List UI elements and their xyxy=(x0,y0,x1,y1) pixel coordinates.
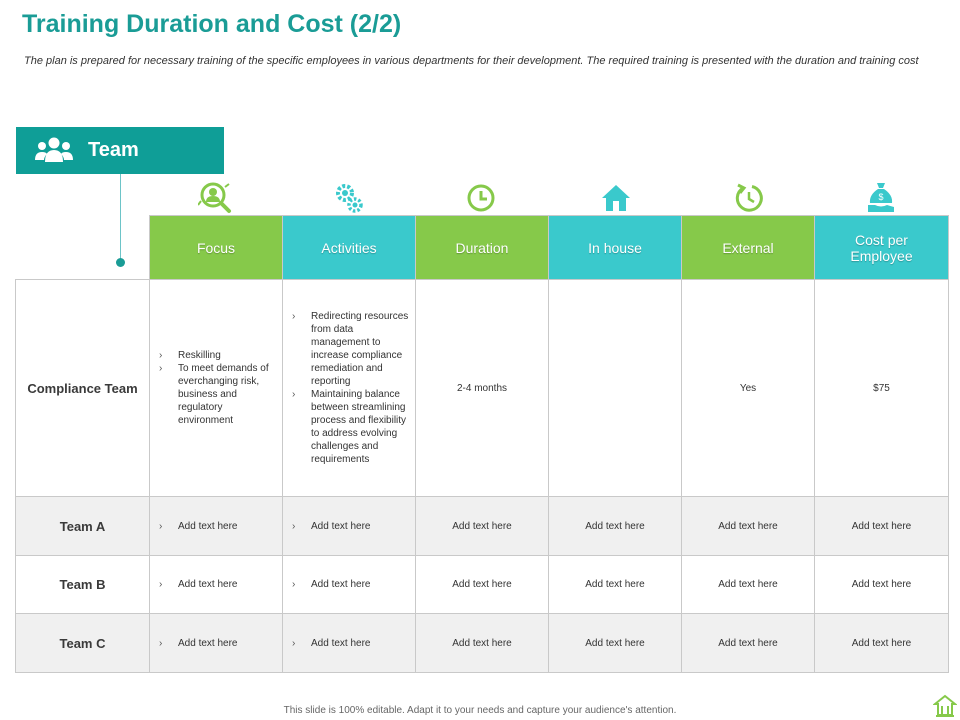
cost-cell: $75 xyxy=(815,280,949,497)
activities-bullet: › Add text here xyxy=(292,578,409,591)
cost-cell: Add text here xyxy=(815,497,949,556)
money-bag-icon xyxy=(863,180,899,216)
team-banner-label: Team xyxy=(88,139,139,161)
duration-cell: Add text here xyxy=(416,614,549,673)
activities-cell xyxy=(283,614,416,673)
cost-cell: Add text here xyxy=(815,614,949,673)
clock-icon xyxy=(463,180,499,216)
duration-cell: 2-4 months xyxy=(416,280,549,497)
cost-cell: Add text here xyxy=(815,556,949,614)
external-cell: Yes xyxy=(682,280,815,497)
footer-text: This slide is 100% editable. Adapt it to your needs and capture your audience's attention. xyxy=(283,705,677,716)
column-header-cost xyxy=(815,216,949,280)
external-cell: Add text here xyxy=(682,614,815,673)
focus-cell xyxy=(150,556,283,614)
activities-bullet: › Add text here xyxy=(292,520,409,533)
duration-cell: Add text here xyxy=(416,497,549,556)
column-header-duration: Duration xyxy=(416,216,549,280)
in-house-cell: Add text here xyxy=(549,497,682,556)
team-banner xyxy=(16,127,224,174)
duration-cell: Add text here xyxy=(416,556,549,614)
activities-bullet: › Maintaining balance between streamlining process and flexibility to address evolving challenges and requirements xyxy=(292,388,409,466)
column-header-external: External xyxy=(682,216,815,280)
row-name: Team B xyxy=(16,556,150,614)
activities-bullet: › Add text here xyxy=(292,637,409,650)
row-name: Team C xyxy=(16,614,150,673)
refresh-clock-icon xyxy=(731,180,767,216)
focus-bullet: › Add text here xyxy=(159,520,276,533)
column-header-focus: Focus xyxy=(150,216,283,280)
row-name: Team A xyxy=(16,497,150,556)
focus-cell xyxy=(150,614,283,673)
gears-icon xyxy=(331,180,367,216)
table-row xyxy=(16,497,949,556)
focus-bullet: › Add text here xyxy=(159,578,276,591)
training-table xyxy=(15,215,949,673)
in-house-cell: Add text here xyxy=(549,614,682,673)
table-row xyxy=(16,614,949,673)
activities-cell xyxy=(283,556,416,614)
column-header-cost-label: Cost per Employee xyxy=(850,231,913,264)
column-header-in-house: In house xyxy=(549,216,682,280)
activities-cell xyxy=(283,280,416,497)
activities-cell xyxy=(283,497,416,556)
focus-bullet: › To meet demands of everchanging risk, business and regulatory environment xyxy=(159,362,276,427)
table-row xyxy=(16,556,949,614)
focus-bullet: › Reskilling xyxy=(159,349,276,362)
focus-bullet: › Add text here xyxy=(159,637,276,650)
table-row xyxy=(16,280,949,497)
table-header-row xyxy=(16,216,949,280)
page-title: Training Duration and Cost (2/2) xyxy=(22,10,402,38)
focus-cell xyxy=(150,280,283,497)
activities-bullet: › Redirecting resources from data management to increase compliance remediation and reporting xyxy=(292,310,409,388)
svg-text:$: $ xyxy=(878,192,884,202)
column-header-activities: Activities xyxy=(283,216,416,280)
home-icon[interactable] xyxy=(933,694,957,718)
row-name: Compliance Team xyxy=(16,280,150,497)
page-subtitle: The plan is prepared for necessary training of the specific employees in various departments for their development. The required training is presented with the duration and training cost xyxy=(24,55,919,67)
house-icon xyxy=(598,180,634,216)
in-house-cell: Add text here xyxy=(549,556,682,614)
focus-cell xyxy=(150,497,283,556)
external-cell: Add text here xyxy=(682,497,815,556)
table-corner xyxy=(16,216,150,280)
focus-search-icon xyxy=(198,180,234,216)
in-house-cell xyxy=(549,280,682,497)
people-group-icon xyxy=(34,136,74,166)
external-cell: Add text here xyxy=(682,556,815,614)
